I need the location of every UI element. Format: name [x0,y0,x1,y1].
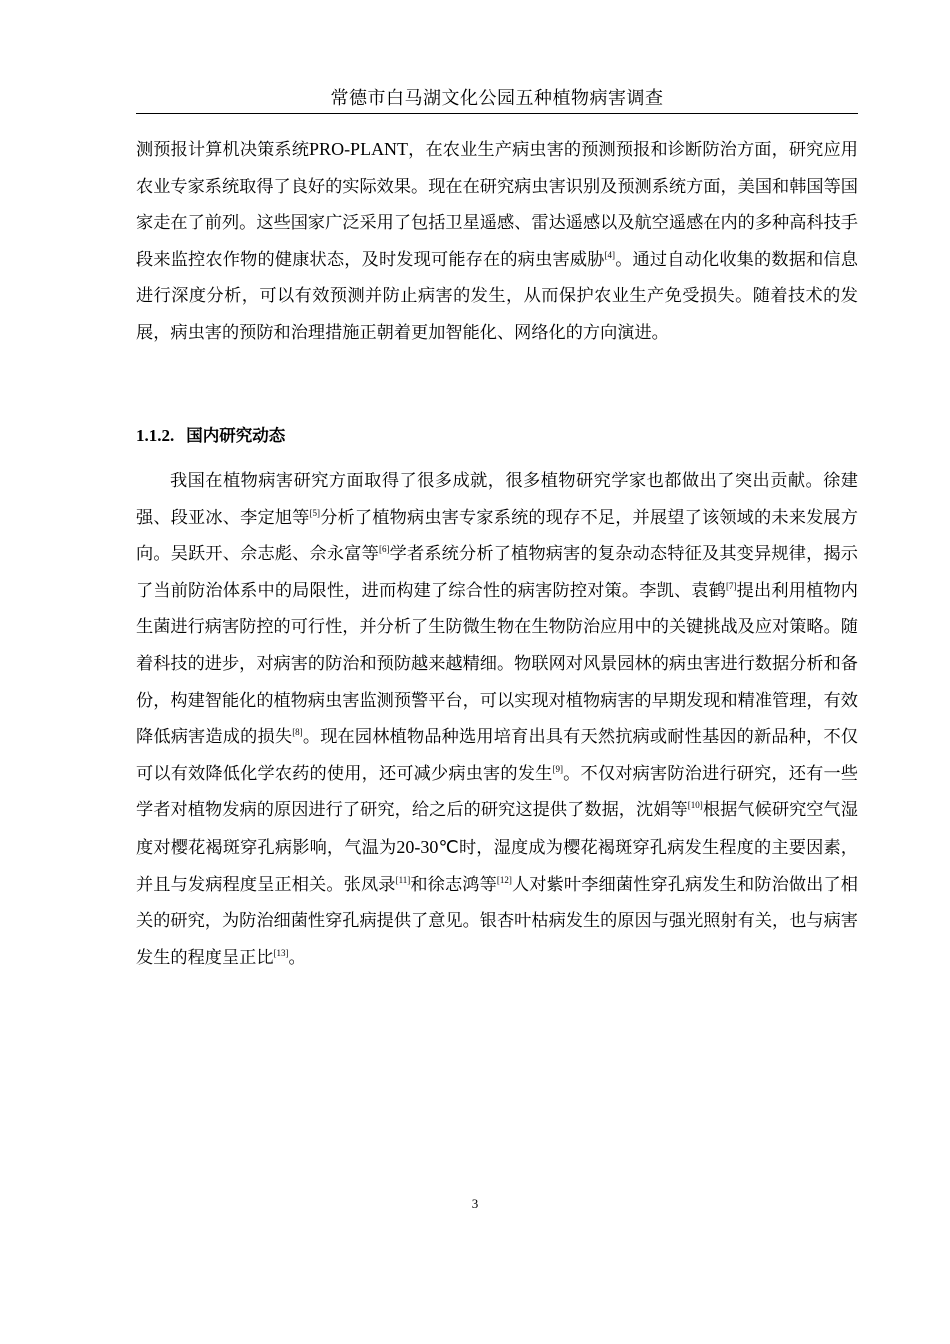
section-heading [136,420,285,452]
page-number: 3 [471,1196,479,1211]
citation-11: [11] [395,874,411,885]
text-run: 时，湿度成为樱花褐斑穿孔病发生程度的主要因素，并且与发病程度呈正相关。张凤录 [136,837,858,895]
text-run: 分析了植物病虫害专家系统的现存不足，并展望了该领域的未来发展方向。吴跃开、佘志彪、佘永富等 [136,507,858,565]
citation-12: [12] [496,874,512,885]
text-run: 。现在园林植物品种选用培育出具有天然抗病或耐性基因的新品种，不仅可以有效降低化学农药的使用，还可减少病虫害的发生 [136,727,858,784]
citation-6: [6] [378,544,390,555]
running-header: 常德市白马湖文化公园五种植物病害调查 [330,88,664,109]
citation-10: [10] [687,800,703,811]
section-number: 1.1.2. [136,426,175,445]
text-run: 提出利用植物内生菌进行病害防控的可行性，并分析了生防微生物在生物防治应用中的关键挑战及应对策略。随着科技的进步，对病害的防治和预防越来越精细。物联网对风景园林的病虫害进行数据分析和备份，构建智能化的植物病虫害监测预警平台，可以实现对植物病害的早期发现和精准管理，有效降低病害造成的损失 [136,580,858,748]
text-run: 学者系统分析了植物病害的复杂动态特征及其变异规律，揭示了当前防治体系中的局限性，进而构建了综合性的病害防控对策。李凯、袁鹤 [136,544,858,601]
citation-8: [8] [292,727,303,738]
text-run: 根据气候研究空气湿度对樱花褐斑穿孔病影响，气温为 [136,800,858,858]
text-run-latin: PRO-PLANT [309,139,409,159]
text-run: 。 [288,947,306,968]
citation-5: [5] [309,507,321,518]
text-run: 测预报计算机决策系统 [136,140,310,160]
text-run: ，在农业生产病虫害的预测预报和诊断防治方面，研究应用农业专家系统取得了良好的实际效果。现在在研究病虫害识别及预测系统方面，美国和韩国等国家走在了前列。这些国家广泛采用了包括卫星遥感、雷达遥感以及航空遥感在内的多种高科技手段来监控农作物的健康状态，及时发现可能存在的病虫害威胁 [136,140,858,270]
text-run: 。通过自动化收集的数据和信息进行深度分析，可以有效预测并防止病害的发生，从而保护农业生产免受损失。随着技术的发展，病虫害的预防和治理措施正朝着更加智能化、网络化的方向演进。 [136,249,858,343]
citation-9: [9] [552,763,563,774]
paragraph-intl-research [136,131,858,352]
text-run: 人对紫叶李细菌性穿孔病发生和防治做出了相关的研究，为防治细菌性穿孔病提供了意见。银杏叶枯病发生的原因与强光照射有关，也与病害发生的程度呈正比 [136,874,858,968]
text-run: 和徐志鸿等 [410,874,497,895]
text-run: 。不仅对病害防治进行研究，还有一些学者对植物发病的原因进行了研究，给之后的研究这提供了数据，沈娟等 [136,763,858,821]
citation-13: [13] [273,947,289,958]
header-rule [136,113,858,114]
paragraph-domestic-research [136,463,858,976]
citation-7: [7] [726,580,737,591]
citation-4: [4] [604,249,616,260]
section-title: 国内研究动态 [186,426,286,445]
text-run: 我国在植物病害研究方面取得了很多成就，很多植物研究学家也都做出了突出贡献。徐建强、段亚冰、李定旭等 [136,471,858,528]
temperature-range: 20-30℃ [396,836,459,857]
